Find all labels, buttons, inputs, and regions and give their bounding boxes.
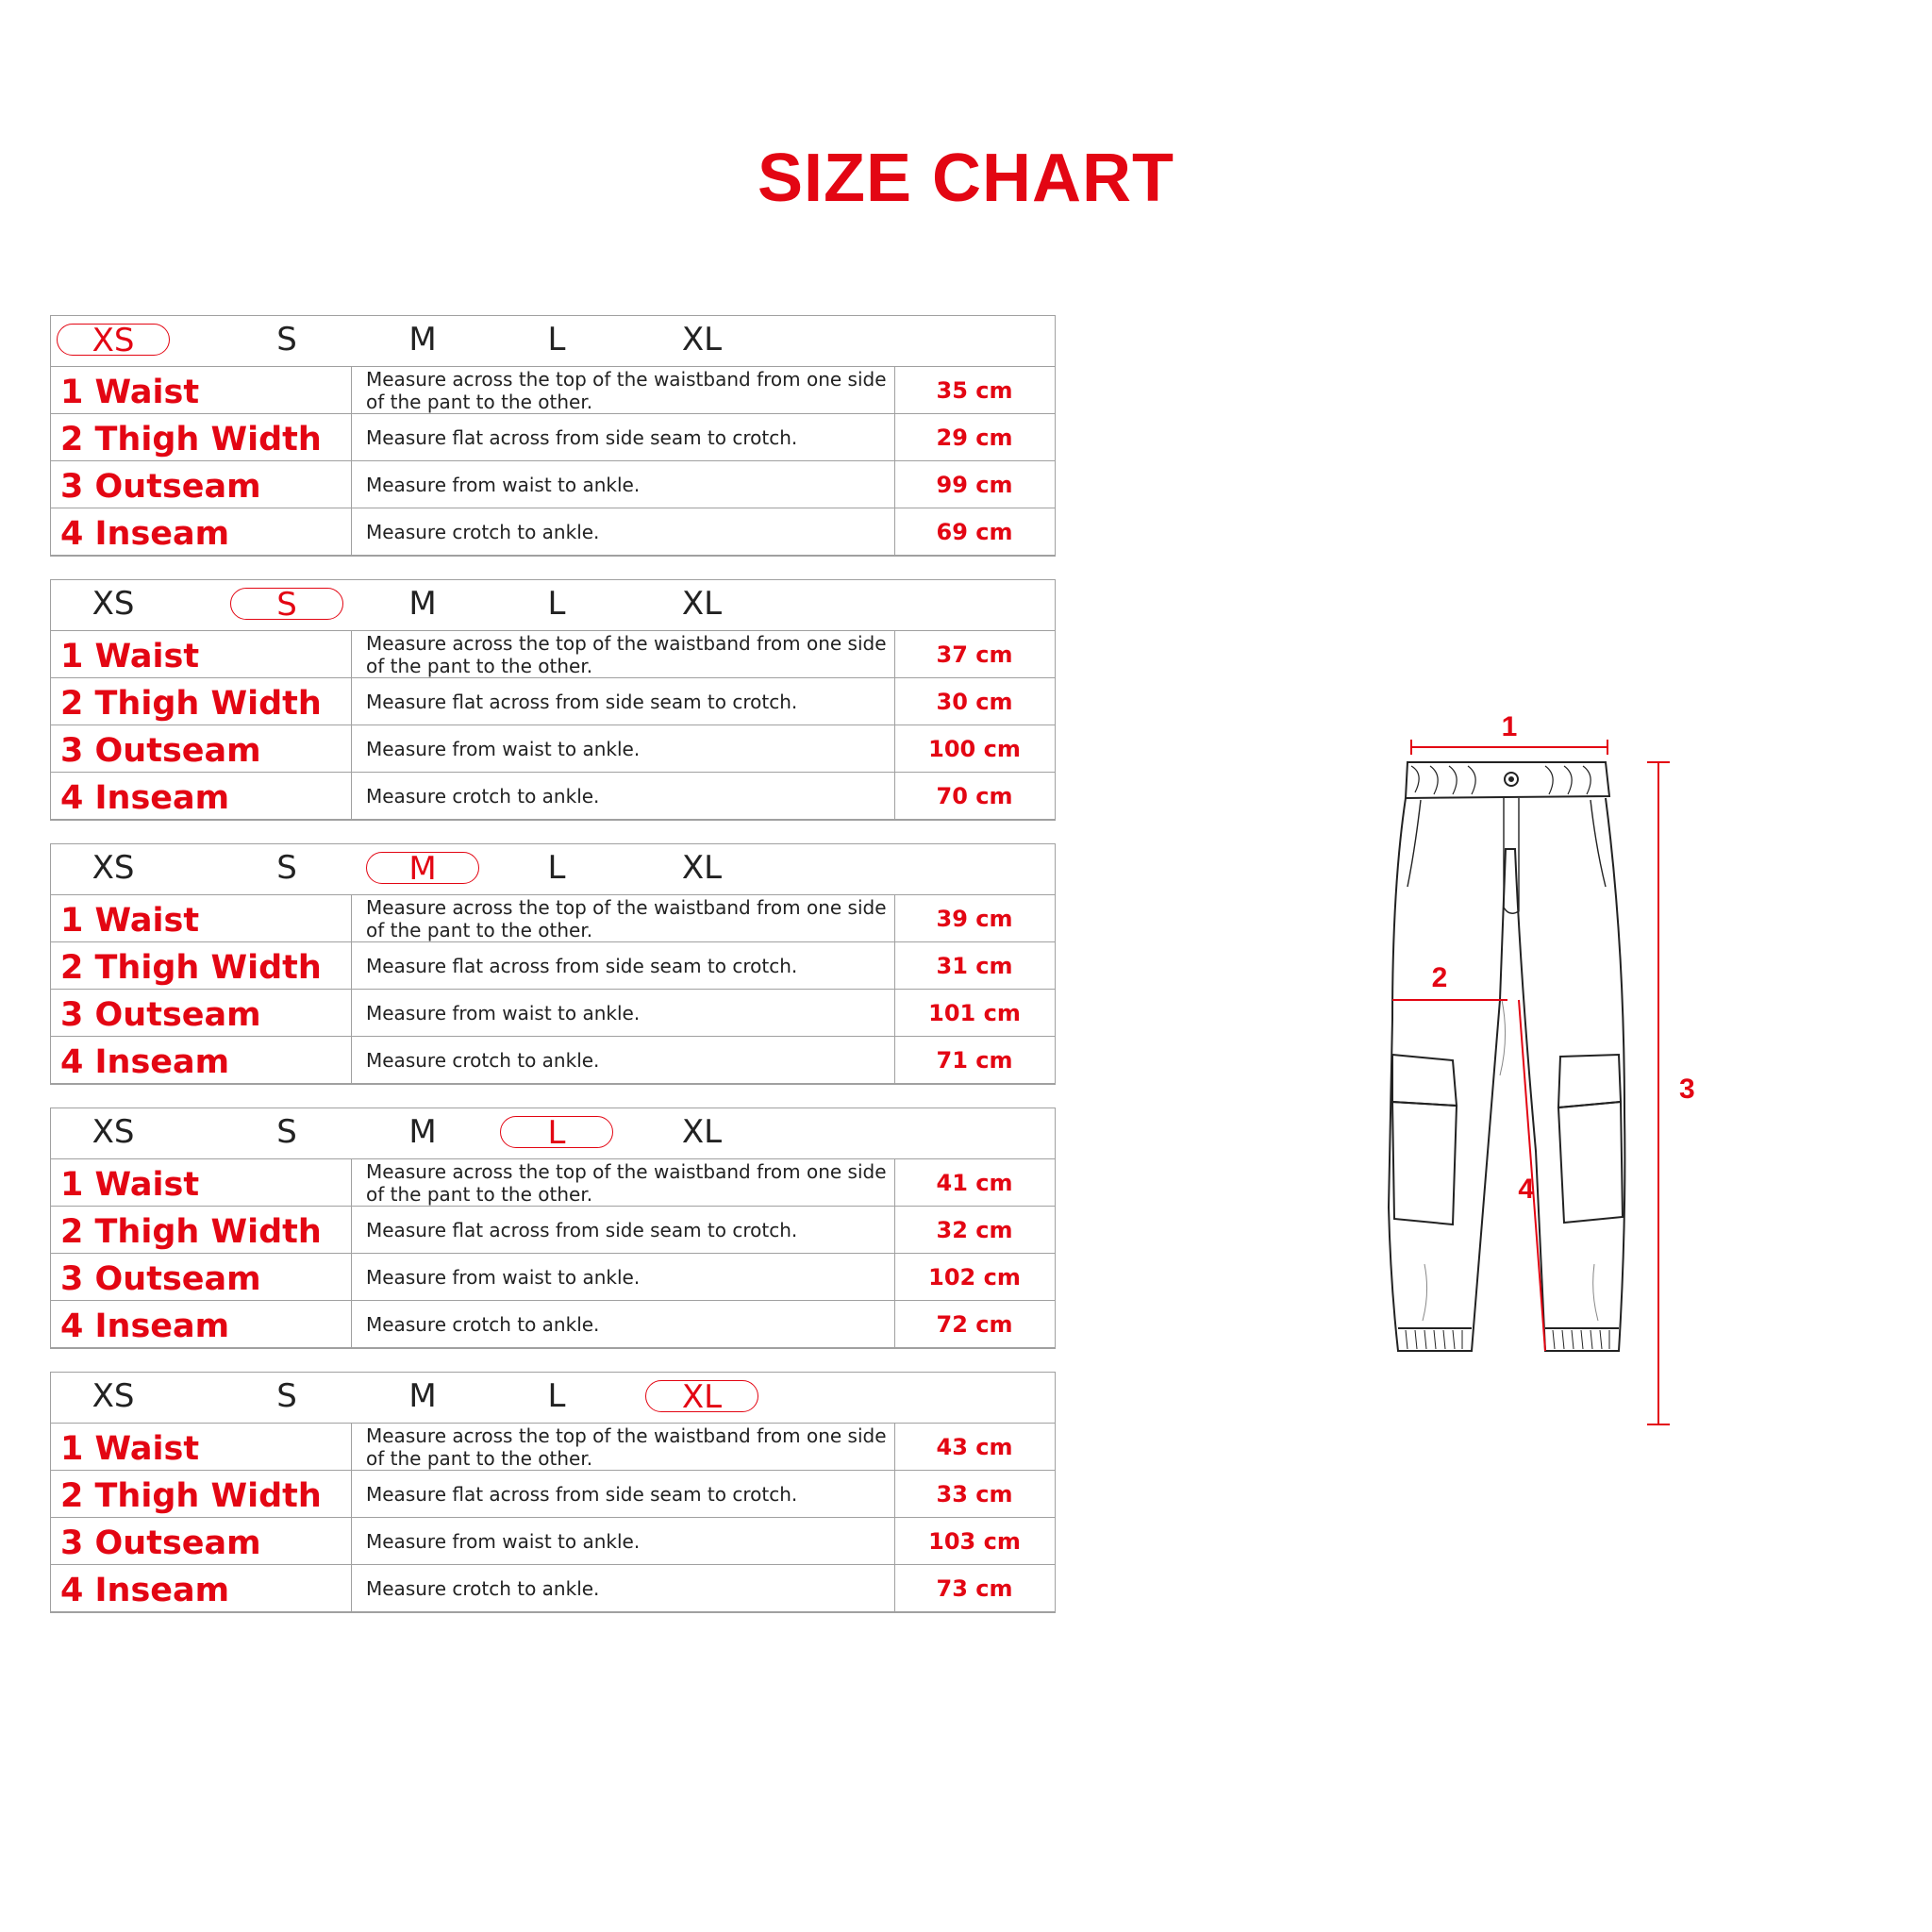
size-option-s[interactable]: S [276, 1377, 297, 1415]
pants-illustration [1358, 698, 1755, 1453]
measure-lines [1392, 740, 1670, 1424]
size-header [51, 1108, 1055, 1159]
measurement-description: Measure from waist to ankle. [366, 737, 641, 760]
measurement-description: Measure from waist to ankle. [366, 1529, 641, 1553]
measurement-row [51, 1037, 1055, 1084]
measure-label-4: 4 [1518, 1174, 1534, 1205]
size-header [51, 580, 1055, 631]
size-option-m[interactable]: M [408, 585, 437, 623]
measurement-name: 2 Thigh Width [60, 1477, 322, 1515]
measurement-description: Measure crotch to ankle. [366, 1312, 600, 1336]
column-divider [351, 631, 352, 820]
size-option-xs[interactable]: XS [92, 1113, 135, 1151]
size-option-xs[interactable]: XS [92, 585, 135, 623]
measurement-value: 39 cm [936, 905, 1013, 932]
measurement-name: 1 Waist [60, 1430, 200, 1468]
measurement-description: Measure from waist to ankle. [366, 1265, 641, 1289]
measurement-name: 2 Thigh Width [60, 1213, 322, 1251]
page-title: SIZE CHART [758, 141, 1174, 216]
measurement-name: 4 Inseam [60, 779, 230, 817]
measurement-value: 99 cm [936, 471, 1013, 498]
measurement-value: 103 cm [928, 1527, 1021, 1555]
waistband [1406, 762, 1609, 798]
measurement-row [51, 1471, 1055, 1518]
measurement-value: 100 cm [928, 735, 1021, 762]
measurement-row [51, 1518, 1055, 1565]
size-option-s[interactable]: S [230, 588, 343, 620]
column-divider [894, 367, 895, 556]
measurement-value: 72 cm [936, 1310, 1013, 1338]
measurement-name: 2 Thigh Width [60, 421, 322, 458]
measurement-row [51, 367, 1055, 414]
size-table-l [50, 1108, 1056, 1349]
measurement-description: Measure from waist to ankle. [366, 473, 641, 496]
measurement-name: 4 Inseam [60, 1307, 230, 1345]
measurement-value: 30 cm [936, 688, 1013, 715]
size-table-xl [50, 1372, 1056, 1613]
measurement-name: 1 Waist [60, 374, 200, 411]
size-option-l[interactable]: L [547, 849, 566, 887]
measurement-name: 3 Outseam [60, 1524, 261, 1562]
measurement-description: Measure crotch to ankle. [366, 1576, 600, 1600]
side-pockets [1407, 800, 1606, 887]
measurement-name: 3 Outseam [60, 732, 261, 770]
pants-outline [1389, 762, 1624, 1351]
size-option-xl[interactable]: XL [645, 1380, 758, 1412]
size-option-l[interactable]: L [547, 585, 566, 623]
column-divider [351, 1159, 352, 1348]
left-cargo-pocket [1392, 1102, 1457, 1224]
measurement-row [51, 1159, 1055, 1207]
size-option-m[interactable]: M [408, 1113, 437, 1151]
measurement-value: 69 cm [936, 518, 1013, 545]
measure-label-3: 3 [1679, 1074, 1695, 1105]
measurement-name: 4 Inseam [60, 1572, 230, 1609]
column-divider [894, 1159, 895, 1348]
measurement-row [51, 773, 1055, 820]
measurement-row [51, 678, 1055, 725]
size-option-l[interactable]: L [547, 1377, 566, 1415]
measurement-description: Measure flat across from side seam to crotch. [366, 1218, 798, 1241]
size-option-xs[interactable]: XS [92, 849, 135, 887]
measurement-value: 32 cm [936, 1216, 1013, 1243]
measurement-value: 37 cm [936, 641, 1013, 668]
right-cargo-pocket [1558, 1102, 1623, 1223]
measurement-description: Measure crotch to ankle. [366, 520, 600, 543]
measurement-name: 1 Waist [60, 902, 200, 940]
measure-label-1: 1 [1501, 711, 1518, 742]
left-cargo-flap [1392, 1055, 1457, 1106]
measurement-name: 3 Outseam [60, 1260, 261, 1298]
measure-label-2: 2 [1431, 962, 1448, 993]
measurement-value: 101 cm [928, 999, 1021, 1026]
measurement-name: 3 Outseam [60, 468, 261, 506]
measurement-name: 3 Outseam [60, 996, 261, 1034]
measurement-value: 33 cm [936, 1480, 1013, 1507]
column-divider [894, 895, 895, 1084]
legs-outline [1389, 798, 1624, 1351]
measurement-name: 1 Waist [60, 1166, 200, 1204]
measurement-value: 29 cm [936, 424, 1013, 451]
column-divider [351, 1424, 352, 1612]
measurement-row [51, 414, 1055, 461]
measurement-description: Measure flat across from side seam to crotch. [366, 954, 798, 977]
waist-button-dot [1509, 777, 1513, 781]
size-option-l[interactable]: L [547, 321, 566, 358]
measurement-description: Measure across the top of the waistband from one side of the pant to the other. [366, 895, 887, 941]
measurement-value: 43 cm [936, 1433, 1013, 1460]
size-option-xl[interactable]: XL [681, 585, 723, 623]
measurement-name: 1 Waist [60, 638, 200, 675]
measurement-row [51, 1424, 1055, 1471]
size-option-xs[interactable]: XS [92, 1377, 135, 1415]
column-divider [351, 895, 352, 1084]
size-header [51, 316, 1055, 367]
measurement-description: Measure crotch to ankle. [366, 1048, 600, 1072]
measurement-row [51, 1254, 1055, 1301]
measurement-name: 4 Inseam [60, 1043, 230, 1081]
measurement-row [51, 1207, 1055, 1254]
measurement-value: 102 cm [928, 1263, 1021, 1291]
waistband-gathers [1411, 766, 1591, 794]
size-option-xl[interactable]: XL [681, 321, 723, 358]
measurement-description: Measure crotch to ankle. [366, 784, 600, 808]
measurement-value: 31 cm [936, 952, 1013, 979]
size-option-m[interactable]: M [366, 852, 479, 884]
size-option-l[interactable]: L [500, 1116, 613, 1148]
column-divider [351, 367, 352, 556]
size-tables [50, 315, 1056, 1636]
measurement-row [51, 631, 1055, 678]
size-option-xl[interactable]: XL [681, 849, 723, 887]
pants-diagram [1358, 698, 1755, 1453]
cuff-ribs [1406, 1330, 1609, 1349]
measurement-row [51, 461, 1055, 508]
fabric-folds [1423, 1000, 1598, 1321]
measurement-row [51, 725, 1055, 773]
measurement-description: Measure flat across from side seam to crotch. [366, 690, 798, 713]
measurement-description: Measure across the top of the waistband from one side of the pant to the other. [366, 1159, 887, 1206]
column-divider [894, 1424, 895, 1612]
size-option-m[interactable]: M [408, 1377, 437, 1415]
size-table-m [50, 843, 1056, 1085]
size-option-xl[interactable]: XL [681, 1113, 723, 1151]
measurement-name: 4 Inseam [60, 515, 230, 553]
size-option-xs[interactable]: XS [57, 324, 170, 356]
measurement-description: Measure across the top of the waistband from one side of the pant to the other. [366, 631, 887, 677]
size-option-s[interactable]: S [276, 321, 297, 358]
measurement-description: Measure across the top of the waistband from one side of the pant to the other. [366, 1424, 887, 1470]
measurement-description: Measure from waist to ankle. [366, 1001, 641, 1024]
column-divider [894, 631, 895, 820]
measurement-row [51, 990, 1055, 1037]
measurement-row [51, 508, 1055, 556]
size-header [51, 844, 1055, 895]
measurement-description: Measure across the top of the waistband from one side of the pant to the other. [366, 367, 887, 413]
measurement-description: Measure flat across from side seam to crotch. [366, 425, 798, 449]
measurement-value: 41 cm [936, 1169, 1013, 1196]
size-option-s[interactable]: S [276, 1113, 297, 1151]
measurement-row [51, 1565, 1055, 1612]
measurement-row [51, 942, 1055, 990]
size-header [51, 1373, 1055, 1424]
size-table-s [50, 579, 1056, 821]
size-option-s[interactable]: S [276, 849, 297, 887]
measurement-value: 71 cm [936, 1046, 1013, 1074]
measurement-value: 70 cm [936, 782, 1013, 809]
measurement-row [51, 895, 1055, 942]
measurement-value: 35 cm [936, 376, 1013, 404]
measurement-value: 73 cm [936, 1574, 1013, 1602]
size-table-xs [50, 315, 1056, 557]
right-cargo-flap [1558, 1055, 1621, 1108]
size-option-m[interactable]: M [408, 321, 437, 358]
measurement-name: 2 Thigh Width [60, 949, 322, 987]
measurement-name: 2 Thigh Width [60, 685, 322, 723]
measurement-row [51, 1301, 1055, 1348]
measurement-description: Measure flat across from side seam to crotch. [366, 1482, 798, 1506]
